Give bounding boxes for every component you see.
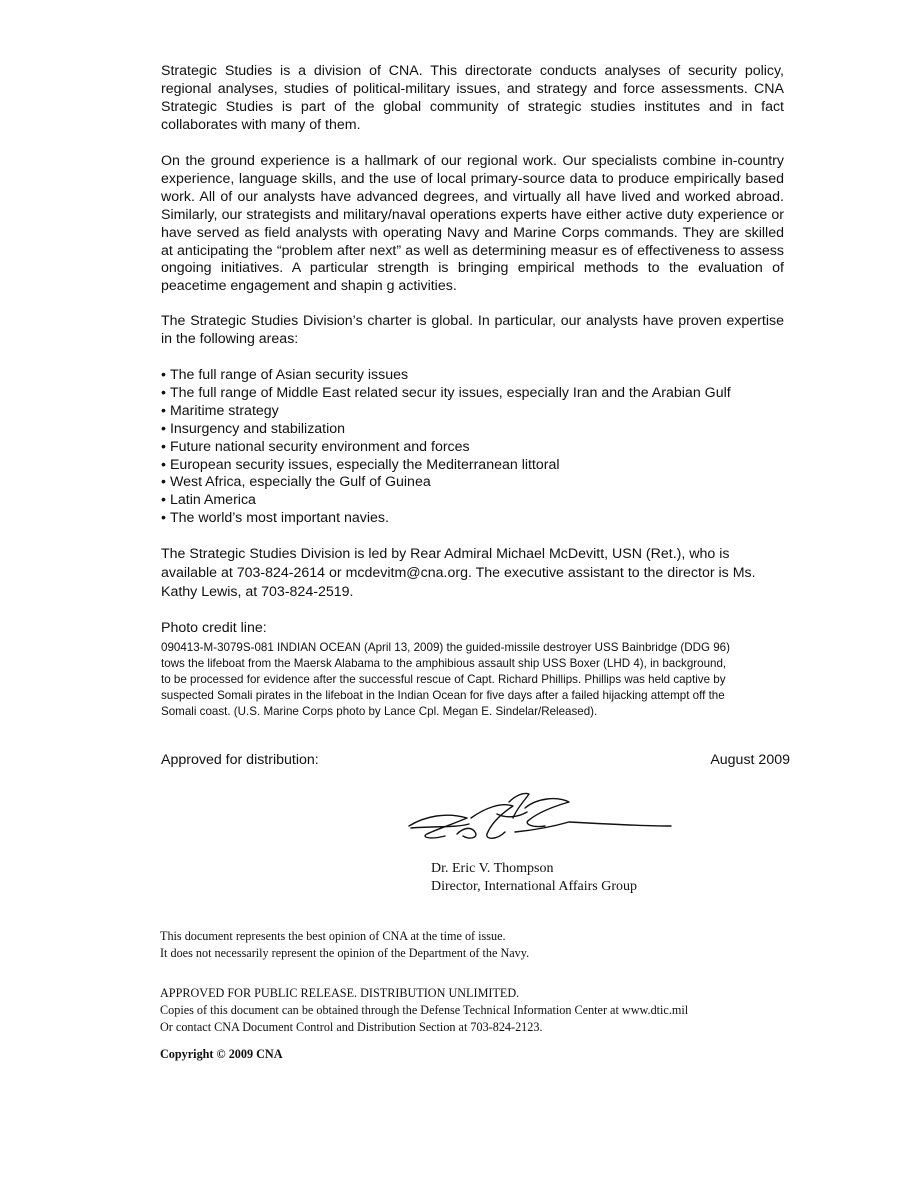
list-item: • European security issues, especially the Mediterranean littoral bbox=[161, 456, 560, 473]
list-item: • Maritime strategy bbox=[161, 402, 279, 419]
list-item: • Future national security environment and forces bbox=[161, 438, 470, 455]
disclaimer: This document represents the best opinion of CNA at the time of issue. It does not necessarily represent the opinion of the Department of the Navy. bbox=[160, 929, 530, 960]
bullet-icon: • bbox=[161, 438, 166, 455]
signer-name: Dr. Eric V. Thompson bbox=[431, 861, 554, 876]
list-item: • The full range of Asian security issues bbox=[161, 367, 409, 383]
charter-paragraph: The Strategic Studies Division’s charter is global. In particular, our analysts have proven expertise in the following areas: bbox=[161, 313, 784, 347]
list-item: • The full range of Middle East related secur ity issues, especially Iran and the Arabian Gulf bbox=[161, 384, 731, 401]
bullet-icon: • bbox=[161, 456, 166, 473]
list-item: • The world’s most important navies. bbox=[161, 510, 389, 527]
bullet-icon: • bbox=[161, 384, 166, 401]
bullet-icon: • bbox=[161, 402, 166, 419]
list-item: • West Africa, especially the Gulf of Guinea bbox=[161, 474, 431, 491]
signature-image bbox=[405, 788, 677, 848]
release-statement: APPROVED FOR PUBLIC RELEASE. DISTRIBUTION UNLIMITED. Copies of this document can be obtained through the Defense Technical Information Center at www.dtic.mil Or contact CNA Document Control and Distribution Section at 703-824-2123. bbox=[160, 986, 689, 1034]
photo-credit: 090413-M-3079S-081 INDIAN OCEAN (April 13, 2009) the guided-missile destroyer USS Bainbridge (DDG 96) tows the lifeboat from the Maersk Alabama to the amphibious assault ship USS Boxer (LHD 4), in background, to be processed for evidence after the successful rescue of Capt. Richard Phillips. Phillips was held captive by suspected Somali pirates in the lifeboat in the Indian Ocean for five days after a failed hijacking attempt off the Somali coast. (U.S. Marine Corps photo by Lance Cpl. Megan E. Sindelar/Released). bbox=[161, 641, 730, 718]
bullet-icon: • bbox=[161, 367, 166, 383]
signer-title: Director, International Affairs Group bbox=[431, 879, 638, 894]
leadership-paragraph: The Strategic Studies Division is led by Rear Admiral Michael McDevitt, USN (Ret.), who is available at 703-824-2614 or mcdevitm@cna.org. The executive assistant to the director is Ms. Kathy Lewis, at 703-824-2519. bbox=[161, 546, 756, 600]
expertise-list bbox=[161, 367, 801, 528]
bullet-icon: • bbox=[161, 420, 166, 437]
approval-label: Approved for distribution: bbox=[161, 752, 319, 768]
bullet-icon: • bbox=[161, 492, 166, 509]
list-item: • Insurgency and stabilization bbox=[161, 420, 346, 437]
bullet-icon: • bbox=[161, 510, 166, 527]
bullet-icon: • bbox=[161, 474, 166, 491]
intro-paragraph: Strategic Studies is a division of CNA. This directorate conducts analyses of security policy, regional analyses, studies of political-military issues, and strategy and force assessments. CNA Strategic Studies is part of the global community of strategic studies institutes and in fact collaborates with many of them. bbox=[161, 63, 784, 133]
photo-credit-label: Photo credit line: bbox=[161, 620, 267, 636]
approval-date: August 2009 bbox=[710, 752, 790, 768]
list-item: • Latin America bbox=[161, 492, 256, 509]
copyright: Copyright © 2009 CNA bbox=[160, 1047, 283, 1061]
experience-paragraph: On the ground experience is a hallmark of our regional work. Our specialists combine in-country experience, language skills, and the use of local primary-source data to produce empirically based work. All of our analysts have advanced degrees, and virtually all have lived and worked abroad. Similarly, our strategists and military/naval operations experts have either active duty experience or have served as field analysts with operating Navy and Marine Corps commands. They are skilled at anticipating the “problem after next” as well as determining measur es of effectiveness to assess ongoing initiatives. A particular strength is bringing empirical methods to the evaluation of peacetime engagement and shapin g activities. bbox=[161, 153, 784, 295]
